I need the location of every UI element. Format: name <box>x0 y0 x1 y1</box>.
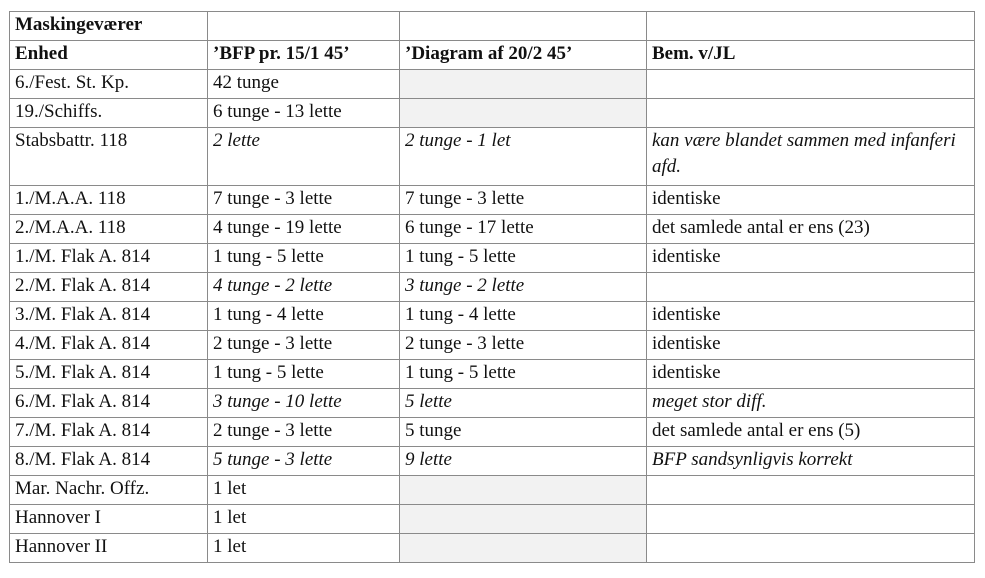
table-container <box>9 11 975 563</box>
note-cell: identiske <box>647 360 975 389</box>
table-row <box>10 302 975 331</box>
bfp-cell: 1 tung - 5 lette <box>208 244 400 273</box>
unit-cell: 8./M. Flak A. 814 <box>10 447 208 476</box>
diagram-cell <box>400 99 647 128</box>
diagram-cell: 1 tung - 5 lette <box>400 360 647 389</box>
note-cell <box>647 70 975 99</box>
bfp-cell: 2 tunge - 3 lette <box>208 418 400 447</box>
column-header-bfp: ’BFP pr. 15/1 45’ <box>208 41 400 70</box>
diagram-cell: 5 lette <box>400 389 647 418</box>
bfp-cell: 4 tunge - 2 lette <box>208 273 400 302</box>
diagram-cell: 3 tunge - 2 lette <box>400 273 647 302</box>
table-row <box>10 128 975 186</box>
diagram-cell <box>400 70 647 99</box>
unit-cell: 3./M. Flak A. 814 <box>10 302 208 331</box>
empty-cell <box>400 12 647 41</box>
diagram-cell: 6 tunge - 17 lette <box>400 215 647 244</box>
diagram-cell: 1 tung - 5 lette <box>400 244 647 273</box>
note-cell: identiske <box>647 331 975 360</box>
bfp-cell: 1 tung - 4 lette <box>208 302 400 331</box>
table-row <box>10 534 975 563</box>
unit-cell: Mar. Nachr. Offz. <box>10 476 208 505</box>
bfp-cell: 2 lette <box>208 128 400 186</box>
table-body <box>10 12 975 563</box>
note-cell: det samlede antal er ens (23) <box>647 215 975 244</box>
unit-cell: 1./M.A.A. 118 <box>10 186 208 215</box>
bfp-cell: 4 tunge - 19 lette <box>208 215 400 244</box>
bfp-cell: 6 tunge - 13 lette <box>208 99 400 128</box>
table-row <box>10 331 975 360</box>
header-row <box>10 41 975 70</box>
note-cell: identiske <box>647 244 975 273</box>
table-row <box>10 476 975 505</box>
diagram-cell <box>400 534 647 563</box>
table-row <box>10 186 975 215</box>
note-cell <box>647 534 975 563</box>
table-row <box>10 273 975 302</box>
title-row <box>10 12 975 41</box>
table-title: Maskingeværer <box>10 12 208 41</box>
unit-cell: 2./M. Flak A. 814 <box>10 273 208 302</box>
diagram-cell: 2 tunge - 1 let <box>400 128 647 186</box>
note-cell <box>647 505 975 534</box>
bfp-cell: 42 tunge <box>208 70 400 99</box>
empty-cell <box>208 12 400 41</box>
unit-cell: 2./M.A.A. 118 <box>10 215 208 244</box>
diagram-cell: 9 lette <box>400 447 647 476</box>
unit-cell: 1./M. Flak A. 814 <box>10 244 208 273</box>
table-row <box>10 99 975 128</box>
diagram-cell: 7 tunge - 3 lette <box>400 186 647 215</box>
diagram-cell: 5 tunge <box>400 418 647 447</box>
unit-cell: 6./M. Flak A. 814 <box>10 389 208 418</box>
unit-cell: 4./M. Flak A. 814 <box>10 331 208 360</box>
table-row <box>10 360 975 389</box>
empty-cell <box>647 12 975 41</box>
unit-cell: Hannover II <box>10 534 208 563</box>
table-row <box>10 244 975 273</box>
column-header-diagram: ’Diagram af 20/2 45’ <box>400 41 647 70</box>
diagram-cell: 1 tung - 4 lette <box>400 302 647 331</box>
unit-cell: Hannover I <box>10 505 208 534</box>
note-cell: identiske <box>647 302 975 331</box>
table-row <box>10 505 975 534</box>
diagram-cell <box>400 505 647 534</box>
bfp-cell: 1 tung - 5 lette <box>208 360 400 389</box>
bfp-cell: 1 let <box>208 534 400 563</box>
diagram-cell: 2 tunge - 3 lette <box>400 331 647 360</box>
unit-cell: Stabsbattr. 118 <box>10 128 208 186</box>
unit-cell: 5./M. Flak A. 814 <box>10 360 208 389</box>
note-cell <box>647 99 975 128</box>
note-cell <box>647 476 975 505</box>
table-row <box>10 447 975 476</box>
note-cell: BFP sandsynligvis korrekt <box>647 447 975 476</box>
diagram-cell <box>400 476 647 505</box>
unit-cell: 19./Schiffs. <box>10 99 208 128</box>
column-header-note: Bem. v/JL <box>647 41 975 70</box>
unit-cell: 7./M. Flak A. 814 <box>10 418 208 447</box>
table-row <box>10 418 975 447</box>
note-cell: kan være blandet sammen med infanferi afd. <box>647 128 975 186</box>
note-cell: identiske <box>647 186 975 215</box>
bfp-cell: 2 tunge - 3 lette <box>208 331 400 360</box>
bfp-cell: 1 let <box>208 505 400 534</box>
note-cell: det samlede antal er ens (5) <box>647 418 975 447</box>
bfp-cell: 7 tunge - 3 lette <box>208 186 400 215</box>
table-row <box>10 215 975 244</box>
bfp-cell: 3 tunge - 10 lette <box>208 389 400 418</box>
table-row <box>10 389 975 418</box>
column-header-unit: Enhed <box>10 41 208 70</box>
note-cell <box>647 273 975 302</box>
unit-cell: 6./Fest. St. Kp. <box>10 70 208 99</box>
bfp-cell: 5 tunge - 3 lette <box>208 447 400 476</box>
bfp-cell: 1 let <box>208 476 400 505</box>
table-row <box>10 70 975 99</box>
data-table <box>9 11 975 563</box>
note-cell: meget stor diff. <box>647 389 975 418</box>
